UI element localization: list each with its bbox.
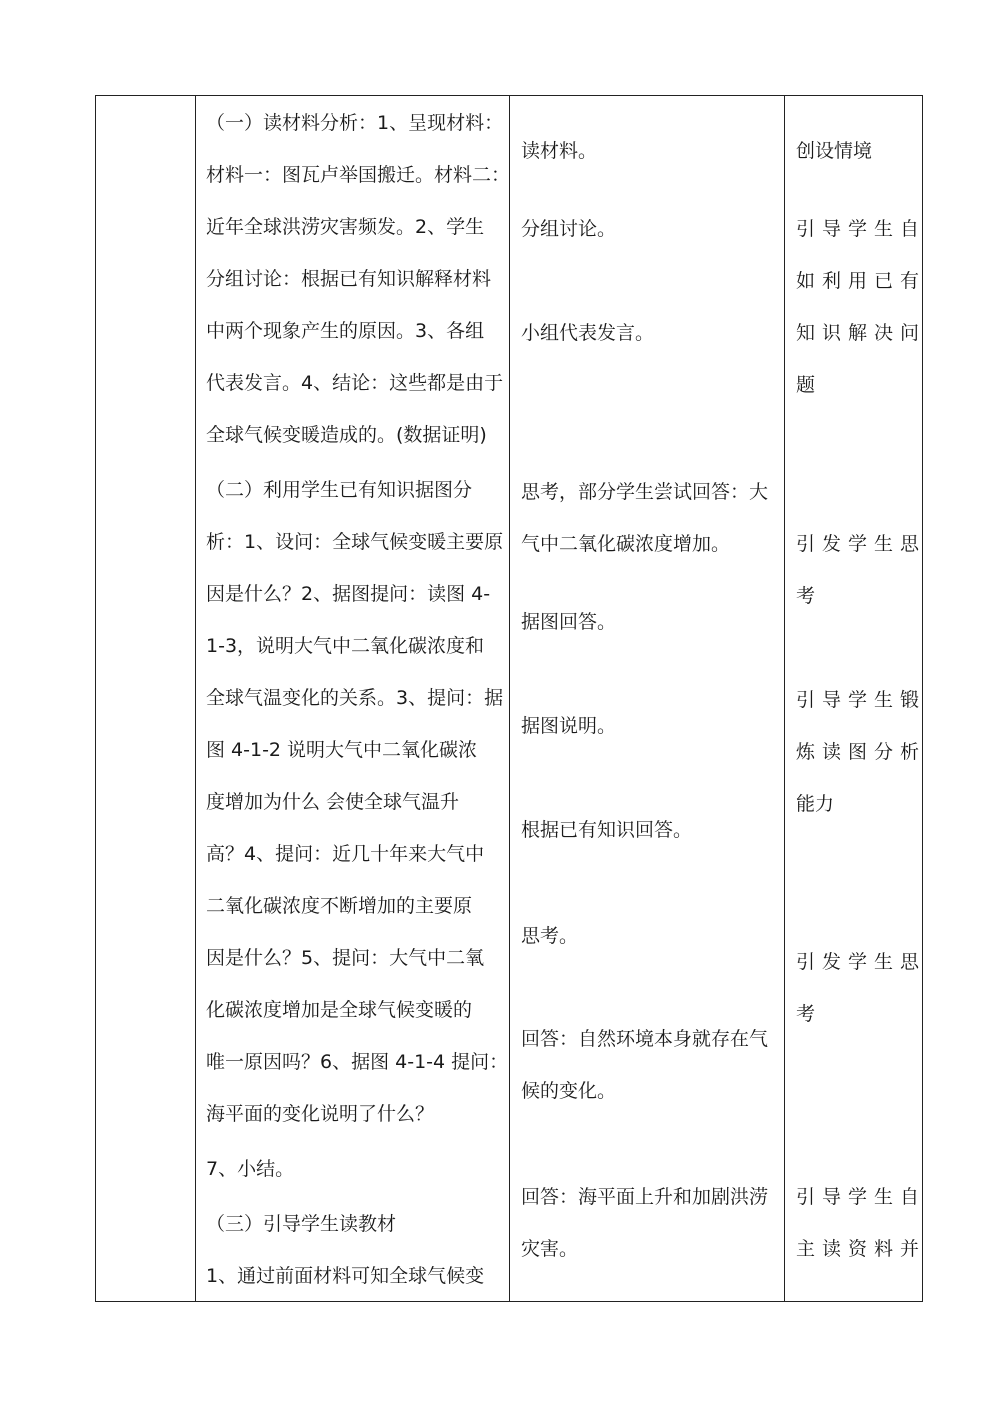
student-activity-line: 回答：自然环境本身就存在气 (521, 1028, 769, 1050)
design-intent-line: 引导学生锻 (796, 689, 927, 711)
content-line: （二）利用学生已有知识据图分 (206, 479, 473, 501)
content-line: 材料一：图瓦卢举国搬迁。材料二： (206, 164, 511, 186)
design-intent-line: 能力 (796, 793, 835, 815)
content-line: 因是什么？5、提问：大气中二氧 (206, 947, 485, 969)
content-line: 分组讨论：根据已有知识解释材料 (206, 268, 492, 290)
student-activity-line: 气中二氧化碳浓度增加。 (521, 533, 731, 555)
design-intent-line: 引导学生自 (796, 218, 927, 240)
content-line: 1-3，说明大气中二氧化碳浓度和 (206, 635, 485, 657)
lesson-plan-table (95, 95, 927, 1302)
design-intent-line: 如利用已有 (796, 270, 927, 292)
column-divider (784, 96, 785, 1301)
content-line: 二氧化碳浓度不断增加的主要原 (206, 895, 473, 917)
content-line: 近年全球洪涝灾害频发。2、学生 (206, 216, 485, 238)
design-intent-line: 引发学生思 (796, 951, 927, 973)
content-line: 中两个现象产生的原因。3、各组 (206, 320, 485, 342)
design-intent-line: 知识解决问 (796, 322, 927, 344)
content-line: 图 4-1-2 说明大气中二氧化碳浓 (206, 739, 478, 761)
content-line: 析：1、设问：全球气候变暖主要原 (206, 531, 504, 553)
student-activity-line: 分组讨论。 (521, 218, 617, 240)
content-line: 度增加为什么 会使全球气温升 (206, 791, 460, 813)
column-divider (509, 96, 510, 1301)
content-line: 唯一原因吗？6、据图 4-1-4 提问： (206, 1051, 509, 1073)
design-intent-line: 引发学生思 (796, 533, 927, 555)
student-activity-line: 读材料。 (521, 140, 598, 162)
student-activity-line: 候的变化。 (521, 1080, 617, 1102)
design-intent-line: 考 (796, 1003, 816, 1025)
content-line: 全球气候变暖造成的。(数据证明) (206, 424, 487, 446)
design-intent-line: 炼读图分析 (796, 741, 927, 763)
design-intent-line: 考 (796, 585, 816, 607)
design-intent-line: 创设情境 (796, 140, 873, 162)
student-activity-line: 根据已有知识回答。 (521, 819, 693, 841)
student-activity-line: 据图说明。 (521, 715, 617, 737)
content-line: 7、小结。 (206, 1158, 295, 1180)
student-activity-line: 据图回答。 (521, 611, 617, 633)
student-activity-line: 思考，部分学生尝试回答：大 (521, 481, 769, 503)
content-line: （一）读材料分析：1、呈现材料： (206, 112, 504, 134)
content-line: 高？4、提问：近几十年来大气中 (206, 843, 485, 865)
student-activity-line: 灾害。 (521, 1238, 579, 1260)
student-activity-line: 回答：海平面上升和加剧洪涝 (521, 1186, 769, 1208)
design-intent-line: 引导学生自 (796, 1186, 927, 1208)
design-intent-line: 题 (796, 374, 816, 396)
student-activity-line: 小组代表发言。 (521, 322, 655, 344)
content-line: （三）引导学生读教材 (206, 1213, 397, 1235)
content-line: 1、通过前面材料可知全球气候变 (206, 1265, 485, 1287)
column-divider (195, 96, 196, 1301)
content-line: 因是什么？2、据图提问：读图 4- (206, 583, 491, 605)
design-intent-line: 主读资料并 (796, 1238, 927, 1260)
content-line: 海平面的变化说明了什么？ (206, 1103, 435, 1125)
content-line: 代表发言。4、结论：这些都是由于 (206, 372, 504, 394)
student-activity-line: 思考。 (521, 925, 579, 947)
content-line: 全球气温变化的关系。3、提问：据 (206, 687, 504, 709)
content-line: 化碳浓度增加是全球气候变暖的 (206, 999, 473, 1021)
